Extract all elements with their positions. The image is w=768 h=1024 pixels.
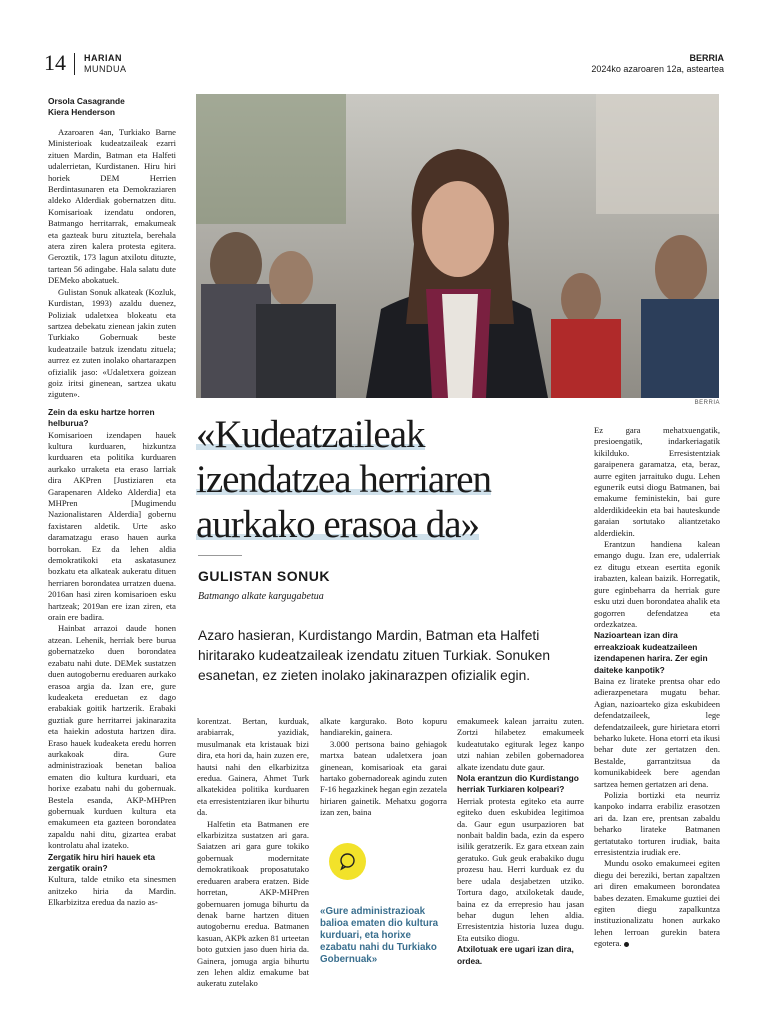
body-paragraph: Hainbat arrazoi daude honen atzean. Lehenik, herriak bere burua gobernatzeko duen borondatea ezabatu nahi dute. DEMek sustatzen duen autogobernu ereduaren aurkako erasoa argia da. Izan ere, gure kudeaketa ereduetan ez dago erabakiak goitik hartzerik. Erabaki guztiak gure herritarrei jakinarazita eta haiekin adostuta hartzen dira. Eraso hauek kudeaketa eredu horren aurkakoak dira. Gure administrazioak benetan balioa ematen dio kultura kurduari, eta horixe ezabatu nahi du gobernuak. Bestela esanda, AKP-MHPren gobernuak kurduen kultura eta emakumeen eta gazteen borondatea zapaldu nahi ditu, gizartea erabat kontrolatu ahal izateko.: [48, 623, 176, 851]
body-text: Mundu osoko emakumeei egiten diegu dei bereziki, bertan zapaltzen ari diren emakumeen borondatea babes dezaten. Emakume guztiei dei egiten diegu zapalkuntza instituzionalizatu honen aurkako lehen lerroan gurekin batera egotera.: [594, 858, 720, 949]
body-paragraph: Halfetin eta Batmanen ere elkarbizitza sustatzen ari gara. Saiatzen ari gara gure tokiko gobernuak modernitate demokratikoak proposatutako ereduaren arabera eratzen. Bide horretan, AKP-MHPren gobernuaren jomuga bihurtu da denak barne hartzen dituen autogobernu eredua. Batmanen kasuan, AKPk azken 81 urteetan boto gutxien jaso duen hiria da. Gainera, jomuga argia bihurtu zen lehen aldiz emakume bat aukeratu zutelako: [197, 818, 309, 989]
interviewee-role: Batmango alkate kargugabetua: [198, 591, 324, 602]
body-paragraph: alkate kargurako. Boto kopuru handiarekin, gainera.: [320, 716, 447, 738]
body-paragraph: Ez gara mehatxuengatik, presioengatik, indarkeriagatik kikilduko. Erresistentziak garaipenera garamatza, eta, beraz, aurre egiten jarraituko dugu. Lehen eguneтik eutsi diogu Batmanen, bai emakume feministekin, bai gure alderdikideekin eta bai hauteskunde garaian sortutako aliantzetako alderdiekin.: [594, 425, 720, 538]
quote-badge: [329, 843, 366, 880]
body-paragraph: korentzat. Bertan, kurduak, arabiarrak, yazidiak, musulmanak eta kristauak bizi dira, eta hori da, hain zuzen ere, hautsi nahi den elkarbizitza eredua. Gainera, Ahmet Turk alkatekidea politika kurduaren eta erresistentziaren ikur bihurtu da.: [197, 716, 309, 818]
headline-divider: [198, 555, 242, 556]
body-paragraph: 3.000 pertsona baino gehiagok martxa batean udaletxera joan ginenean, komisarioak eta garai hartako gobernadoreak agindu zuten F-16 hegazkinek hegan egin zezatela hiriaren gainetik. Mehatxu gogorra izan zen, baina: [320, 738, 447, 818]
article-column-3: [320, 716, 447, 819]
interview-question: Nazioartean izan dira erreakzioak kudeatzaileen izendapenen harira. Zer egin daiteke kanpotik?: [594, 630, 708, 675]
body-paragraph: Baina ez lirateke prentsa ohar edo adierazpenetara mugatu behar. Agian, nazioarteko giza eskubideen defendatzaileek, lege defendatzaileek, gure hirietara etorri beharko lukete. Hona etorri eta ikusi behar dute zer gertatzen den. Bestalde, garrantzitsua da komunikabideek bere agendan sartzea hemen gertatzen ari dena.: [594, 675, 720, 789]
headline-line: «Kudeatzaileak: [196, 413, 425, 456]
byline: [48, 96, 176, 118]
newspaper-brand: BERRIA: [689, 53, 724, 63]
interview-question: Nola erantzun dio Kurdistango herriak Turkiaren kolpeari?: [457, 773, 579, 795]
body-paragraph: Komisarioen izendapen hauek kultura kurduaren, hizkuntza kurduaren eta politika kurduaren aurkako urraketa eta eraso larriak dira AKPren [Justiziaren eta Garapenaren Aldeko Alderdia] eta MHPren [Mugimendu Nazionalistaren Alderdia] gobernu faxistaren aldetik. Urte asko daramatzagu eraso hauen aurka borrokan. Ez da lehen aldia demokratikoki eta askatasunez bozkatu eta alkateak aukeratu dituen herriaren borondatea urratzen duena. 2016an hasi ziren komisarioen esku hartzeak; 2019an ere izan ziren, eta orain ere badira.: [48, 429, 176, 623]
article-end-mark: [624, 942, 629, 947]
author-name: Kiera Henderson: [48, 107, 116, 117]
pull-quote: «Gure administrazioak balioa ematen dio kultura kurduari, eta horixe ezabatu nahi du Turkiako Gobernuak»: [320, 906, 439, 965]
interview-question: Zergatik hiru hiri hauek eta zergatik orain?: [48, 851, 156, 873]
body-paragraph: Azaroaren 4an, Turkiako Barne Ministerioak kudeatzaileak ezarri zituen Mardin, Batman eta Halfeti udalerrietan, Kurdistanen. Hiru hiri horiek DEM Herrien Berdintasunaren eta Demokraziaren aldeko Alderdiak gobernatzen ditu. Komisarioak izendatu ondoren, Batmango herritarrak, emakumeak eta gazteak buru zituztela, berehala atera ziren kalera protesta egitera. Geroztik, 173 lagun atxilotu dituzte, tartean 56 adingabe. Hala salatu dute DEMeko abokatuek.: [48, 127, 176, 286]
interviewee-name: GULISTAN SONUK: [198, 568, 330, 584]
body-paragraph: Gulistan Sonuk alkateak (Kozluk, Kurdistan, 1993) azaldu duenez, Poliziak udaletxea blokeatu eta sartzea debekatu zienean jakin zuten Turkiako Gobernuak beste kudeatzaile batzuk izendatu zituela; aurrez ez zuten inolako ohartarazpen ofizialik jaso: «Udaletxera goizean goiz iritsi ginenean, sartzea ukatu ziguten».: [48, 286, 176, 400]
article-column-2: [197, 716, 309, 990]
header-divider: [74, 53, 75, 75]
article-column-5: [594, 425, 720, 950]
article-photo: [196, 94, 719, 398]
author-name: Orsola Casagrande: [48, 96, 125, 106]
headline: [196, 412, 591, 547]
page-header: [44, 50, 724, 78]
interview-question: Zein da esku hartze horren helburua?: [48, 406, 155, 429]
page-number: 14: [44, 50, 66, 75]
speech-bubble-icon: [338, 852, 357, 871]
body-paragraph: Kultura, talde etniko eta sinesmen anitzeko hiria da Mardin. Elkarbizitza eredua da nazio as-: [48, 874, 176, 908]
body-paragraph: [594, 858, 720, 949]
body-paragraph: Erantzun handiena kalean emango dugu. Izan ere, udalerriak ez ditugu etxean esertita egonik irabazten, kalean baizik. Horregatik, gure eginbeharra da herriak gure esku utzi duen borondatea ahalik eta gogorren defendatzea eta ordezkatzea.: [594, 539, 720, 629]
interview-question: Atxilotuak ere ugari izan dira, ordea.: [457, 944, 574, 966]
headline-line: aurkako erasoa da»: [196, 503, 480, 546]
issue-date: 2024ko azaroaren 12a, asteartea: [591, 64, 724, 74]
body-paragraph: Polizia bortizki eta neurriz kanpoko indarra erabiliz erasotzen ari da. Izan ere, prentsan zabaldu beharko lirateke Batmanen gertatutako torturen irudiak, baita erresistentzia irudiak ere.: [594, 790, 720, 858]
body-paragraph: Herriak protesta egiteko eta aurre egiteko duen eskubidea legitimoa da. Gaur egun usurpazioren bat nonbait baldin bada, ezin da espero isilik geratzerik. Ez gara etxean zain geratuko. Guk geuk erabakiko dugu prozesu hau. Herri kurduak ez du bere udala desjabetzen utziko. Tortura dago, atxiloketak daude, baina ez da errepresio hau jasan behar dugun lehen aldia. Erresistentzia historia luzea dugu. Eta eutsiko diogu.: [457, 795, 584, 943]
article-column-4: [457, 716, 584, 967]
headline-line: izendatzea herriaren: [196, 458, 492, 501]
body-paragraph: emakumeek kalean jarraitu zuten. Zortzi hilabetez emakumeek kudeatutako egiturak legez kanpo utzi nahian zebilen gobernadorea alkate izendatu dute gaur.: [457, 716, 584, 772]
photo-credit: BERRIA: [694, 400, 720, 406]
protest-photo-illustration: [196, 94, 719, 398]
section-sublabel: MUNDUA: [84, 64, 127, 74]
section-label: HARIAN: [84, 53, 122, 63]
article-column-1: [48, 96, 176, 909]
lead-paragraph: Azaro hasieran, Kurdistango Mardin, Batman eta Halfeti hiritarako kudeatzaileak izendatu zituen Turkiak. Sonuken esanetan, ez zieten inolako jakinarazpen ofizialik egin.: [198, 628, 551, 683]
